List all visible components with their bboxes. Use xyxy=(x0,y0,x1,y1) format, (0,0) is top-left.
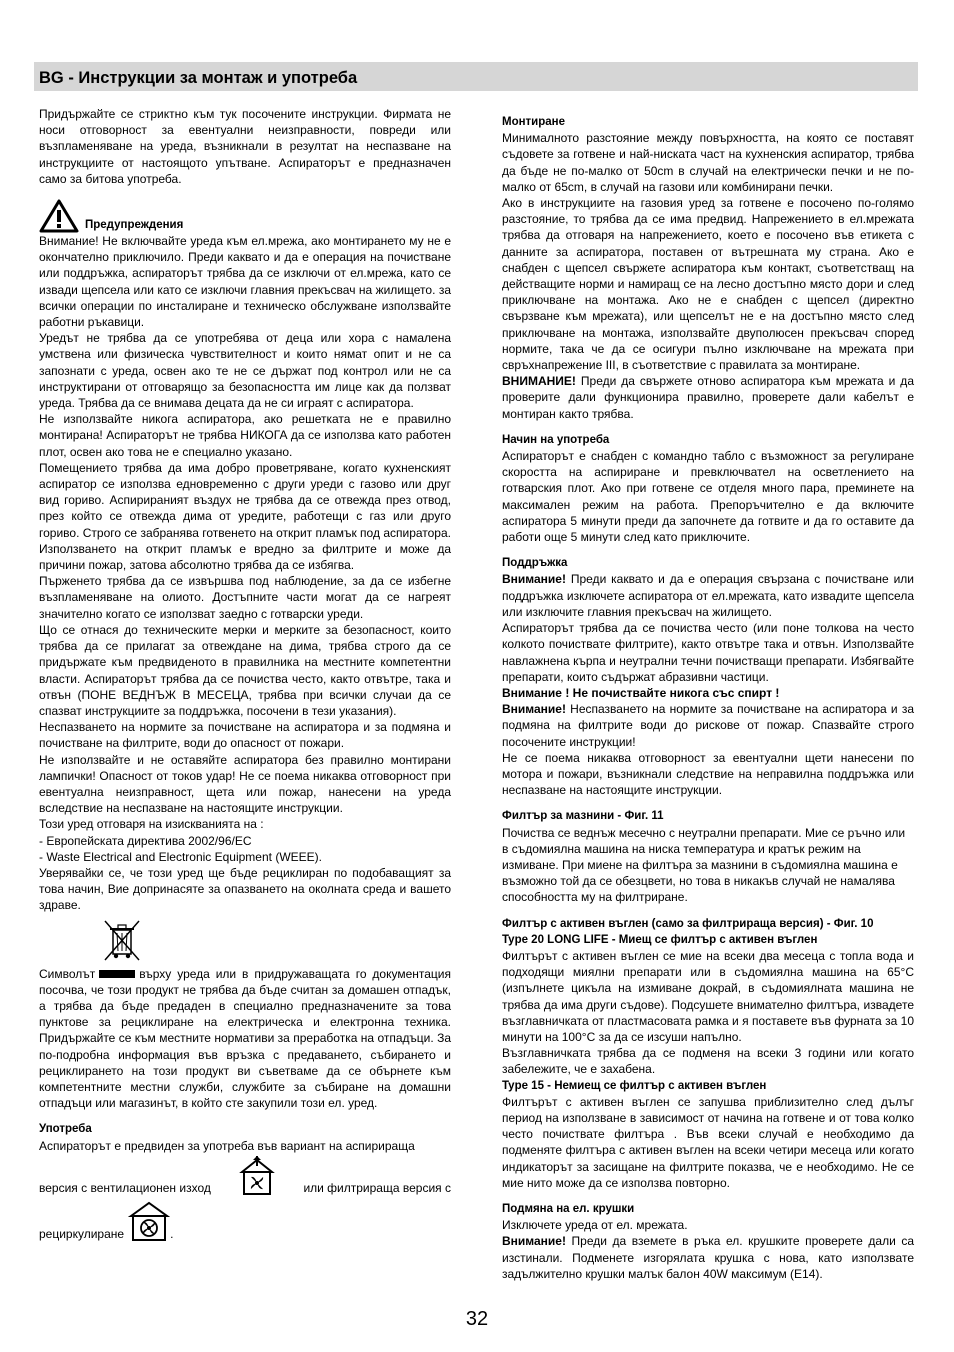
mount-attention-text: Преди да свържете отново аспиратора към мрежата и да проверите дали функционира правилно, проверете дали кабелът е монтиран както трябва. xyxy=(502,374,914,421)
ducted-hood-icon xyxy=(239,1156,275,1196)
warning-paragraph: Не използвайте никога аспиратора, ако решетката не е правилно монтирана! Аспираторът не трябва НИКОГА да се използва като работен плот, освен ако това не е специално указано. xyxy=(39,412,451,459)
maintenance-heading: Поддръжка xyxy=(502,557,568,570)
bulbs-attention xyxy=(502,1233,914,1282)
warning-paragraph: Що се отнася до техническите мерки и мерките за безопасност, които трябва да се прилагат за отвеждане на дима, трябва строго да се придържате към предвиденото в правилника на местните компетентни власти. Аспираторът трябва да се почиства често, както отвътре, така и отвън (ПОНЕ ВЕДНЪЖ В МЕСЕЦА, трябва при всички случаи да се спазват инструкциите за поддръжка, посочени в тези указания). xyxy=(39,622,451,718)
usage-heading: Начин на употреба xyxy=(502,433,610,446)
grease-filter-paragraph: Почиства се веднъж месечно с неутрални препарати. Мие се ръчно или в съдомиялна машина на ниска температура и кратък режим на измиване. При миене на филтъра за мазнини в съдомиялна машина е възможно той да се обезцвети, но това в никакъв случай не намалява способността му на филтриране. xyxy=(502,825,906,905)
carbon-filter-subheading: Type 20 LONG LIFE - Миещ се филтър с активен въглен xyxy=(502,933,818,946)
warning-paragraph: Не използвайте и не оставяйте аспиратора без правилно монтирани лампички! Опасност от токов удар! Не се поема никаква отговорност при евентуална неизправност, щета или пожар, нанесени на уреда вследствие на неспазване на настоящите инструкции. xyxy=(39,752,451,816)
symbol-paragraph xyxy=(39,966,451,1112)
type15-heading: Type 15 - Немиещ се филтър с активен въглен xyxy=(502,1079,767,1092)
use-end: . xyxy=(170,1226,174,1241)
use-line2-b: или филтрираща версия с xyxy=(303,1180,451,1195)
maintenance-paragraph: Не се поема никаква отговорност за евентуални щети нанесени по мотора и пожари, възникнали следствие на неправилна поддръжка или неспазване на настоящите инструкции. xyxy=(502,750,914,798)
bulbs-paragraph: Изключете уреда от ел. мрежата. xyxy=(502,1218,688,1233)
use-line-2 xyxy=(39,1156,451,1196)
usage-paragraph: Аспираторът е снабден с командно табло с възможност за регулиране скоростта на аспириране и превключвател на осветлението на готварския плот. Ако при готвене се отделя много пара, преминете на максимален режим на работа. Препоръчително е да включите аспиратора 5 минути преди да започнете да готвите и да го оставите да работи още 5 минути след като приключите. xyxy=(502,449,914,545)
crossed-bin-icon xyxy=(101,918,143,962)
warning-icon xyxy=(39,199,79,233)
symbol-prefix: Символът xyxy=(39,966,96,981)
page-title: BG - Инструкции за монтаж и употреба xyxy=(39,69,358,87)
black-bar-symbol xyxy=(99,970,135,978)
symbol-text: върху уреда или в придружаващата го документация посочва, че този продукт не трябва да бъде считан за домашен отпадък, а трябва да бъде предаден в специално предназначените за това пунктове за рециклиране на електрическа и електронна техника. Придържайте се към местните нормативи за преработка на отпадъци. За по-подробна информация във връзка с предаването, събирането и рециклирането на този продукт ви съветваме да се обърнете към компетентните местни служби, службите за събиране на домашни отпадъци или магазинът, в който сте закупили този ел. уред. xyxy=(39,966,451,1111)
maintenance-attention-text: Преди каквато и да е операция свързана с почистване или поддръжка изключете аспиратора от ел.мрежата, като извадите щепсела или изключите главния прекъсвач на жилището. xyxy=(502,572,914,619)
warning-paragraph: Неспазването на нормите за почистване на аспиратора и за подмяна и почистване на филтрите, води до опасност от пожари. xyxy=(39,720,451,751)
warning-paragraph: Помещението трябва да има добро проветряване, когато кухненският аспиратор се използва едновременно с други уреди с газово или друг вид гориво. Аспирираният въздух не трябва да се отвежда през отвод, през който се отвежда дима от уредите, работещи с газ или друго гориво. Строго се забранява готвенето на открит пламък под аспиратора. Използването на открит пламък е вредно за филтрите и може да причини пожар, затова абсолютно трябва да се избягва. xyxy=(39,460,451,573)
page-header xyxy=(34,62,918,91)
warnings-heading-row xyxy=(39,199,451,233)
warning-paragraph: Пърженето трябва да се извършва под наблюдение, за да се избегне възпламеняване на олиото. Достъпните части могат да се нагреят значително когато се използват заедно с готварски уреди. xyxy=(39,574,451,621)
carbon-filter-paragraph: Филтърът с активен въглен се мие на всеки два месеца с топла вода и подходящи миялни препарати или в съдомиялна машина на 65°C (изпълнете цикъла на измиване докрай, в съдомиялната машина не трябва да има други съдове). Подсушете внимателно филтъра, извадете възглавничката от пластмасовата рамка и я поставете във фурната за 10 минути на 100°C за да се изсуши напълно. xyxy=(502,948,914,1044)
maintenance-paragraph: Аспираторът трябва да се почиства често (или поне толкова на често колкото почиствате филтрите), както отвътре така и отвън. Използвайте навлажнена кърпа и неутрални течни почистващи препарати. Избягвайте препарати, които съдържат абразивни частици. xyxy=(502,621,914,684)
use-heading: Употреба xyxy=(39,1123,92,1136)
maintenance-attention xyxy=(502,701,914,750)
grease-filter-heading: Филтър за мазнини - Фиг. 11 xyxy=(502,810,664,823)
intro-paragraph: Придържайте се стриктно към тук посочените инструкции. Фирмата не носи отговорност за евентуални неизправности, повреди или възпламеняване на уреда, възникнали в резултат на неспазване на инструкциите от настоящото упътване. Аспираторът е предназначен само за битова употреба. xyxy=(39,107,451,186)
recycling-paragraph: Уверявайки се, че този уред ще бъде рециклиран по подобаващият за това начин, Вие допринасяте за опазването на околната среда и вашето здраве. xyxy=(39,865,451,913)
maintenance-attention-text: Неспазването на нормите за почистване на аспиратора и за подмяна на филтрите води до рискове от пожар. Спазвайте строго посочените инструкции! xyxy=(502,702,914,749)
alcohol-warning: Внимание ! Не почиствайте никога със спирт ! xyxy=(502,685,780,700)
directive-line: - Европейската директива 2002/96/EC xyxy=(39,833,252,848)
left-column xyxy=(39,106,451,1242)
use-line-3 xyxy=(39,1200,451,1242)
use-line3-text: рециркулиране xyxy=(39,1226,125,1241)
maintenance-attention-label: Внимание! xyxy=(502,572,566,587)
directive-line: Този уред отговаря на изискванията на : xyxy=(39,817,264,832)
warning-paragraph: Уредът не трябва да се употребява от деца или хора с намалена умствена или физическа чувствителност и които нямат опит и не са запознати с уреда, освен ако те не се държат под контрол или не са инструктирани от отговарящо за безопасността им лице как да ползват уреда. Трябва да се внимава децата да не си играят с аспиратора. xyxy=(39,331,451,411)
bulbs-attention-label: Внимание! xyxy=(502,1234,566,1249)
warning-paragraph: Внимание! Не включвайте уреда към ел.мрежа, ако монтирането му не е окончателно приключило. Преди каквато и да е операция на почистване или поддръжка, аспираторът трябва да се изключи от ел.мрежа, като се извади щепсела или като се изключи главния прекъсвач на жилището. за всички операции по инсталиране и техническо обслужване използвайте работни ръкавици. xyxy=(39,234,451,330)
maintenance-attention xyxy=(502,571,914,620)
use-text: Аспираторът е предвиден за употреба във вариант на аспирираща xyxy=(39,1138,415,1153)
carbon-filter-paragraph: Възглавничката трябва да се подменя на всеки 3 години или когато забележите, че е захабена. xyxy=(502,1046,914,1077)
mount-paragraph: Минималното разстояние между повърхността, на която се поставят съдовете за готвене и най-ниската част на кухненския аспиратор, трябва да бъде не по-малко от 50cm в случай на електрически печки и не по-малко от 65cm, в случай на газови или комбинирани печки. xyxy=(502,131,914,194)
maintenance-attention-label: Внимание! xyxy=(502,702,566,717)
carbon-filter-heading: Филтър с активен въглен (само за филтрираща версия) - Фиг. 10 xyxy=(502,917,874,930)
page-number: 32 xyxy=(465,1308,489,1330)
bulbs-heading: Подмяна на ел. крушки xyxy=(502,1203,635,1215)
type15-paragraph: Филтърът с активен въглен се запушва приблизително след дълъг период на използване в зависимост от начина на готвене и от това колко често почиствате филтъра . Във всеки случай е необходимо да подменяте филтъра с активен въглен на всеки четири месеца или когато индикаторът за засищане на филтрите показва, че е необходимо. Не се мие нито може да се използва повторно. xyxy=(502,1094,914,1190)
mount-attention-label: ВНИМАНИЕ! xyxy=(502,374,576,389)
bulbs-attention-text: Преди да вземете в ръка ел. крушките проверете дали са изстинали. Подменете изгорялата крушка с нова, като използвате задължително крушки малък балон 40W максимум (E14). xyxy=(502,1234,914,1281)
recirculating-hood-icon xyxy=(128,1200,170,1242)
warnings-heading: Предупреждения xyxy=(85,218,184,231)
mount-paragraph: Ако в инструкциите на газовия уред за готвене е посочено по-голямо разстояние, то трябва да се има предвид. Напрежението в ел.мрежата трябва да отговаря на напрежението, което е посочено във етикета с данните за аспиратора, поставен от вътрешната му страна. Ако е снабден с щепсел свържете аспиратора към контакт, съответстващ на действащите норми и намиращ се на лесно достъпно място дори и след приключване на монтажа. Ако не е снабден с щепсел (директно свързване към мрежата), или щепселът не е на достъпно място след приключване на монтажа, използвайте двуполюсен прекъсвач според нормите, така че да се осигури пълно изключване на мрежата при свръхнапрежение III, в съответствие с правилата за монтиране. xyxy=(502,196,914,373)
right-column xyxy=(502,114,914,1282)
mount-heading: Монтиране xyxy=(502,116,566,128)
directive-line: - Waste Electrical and Electronic Equipment (WEEE). xyxy=(39,849,322,864)
use-line2-a: версия с вентилационен изход xyxy=(39,1180,211,1195)
mount-attention xyxy=(502,373,914,422)
